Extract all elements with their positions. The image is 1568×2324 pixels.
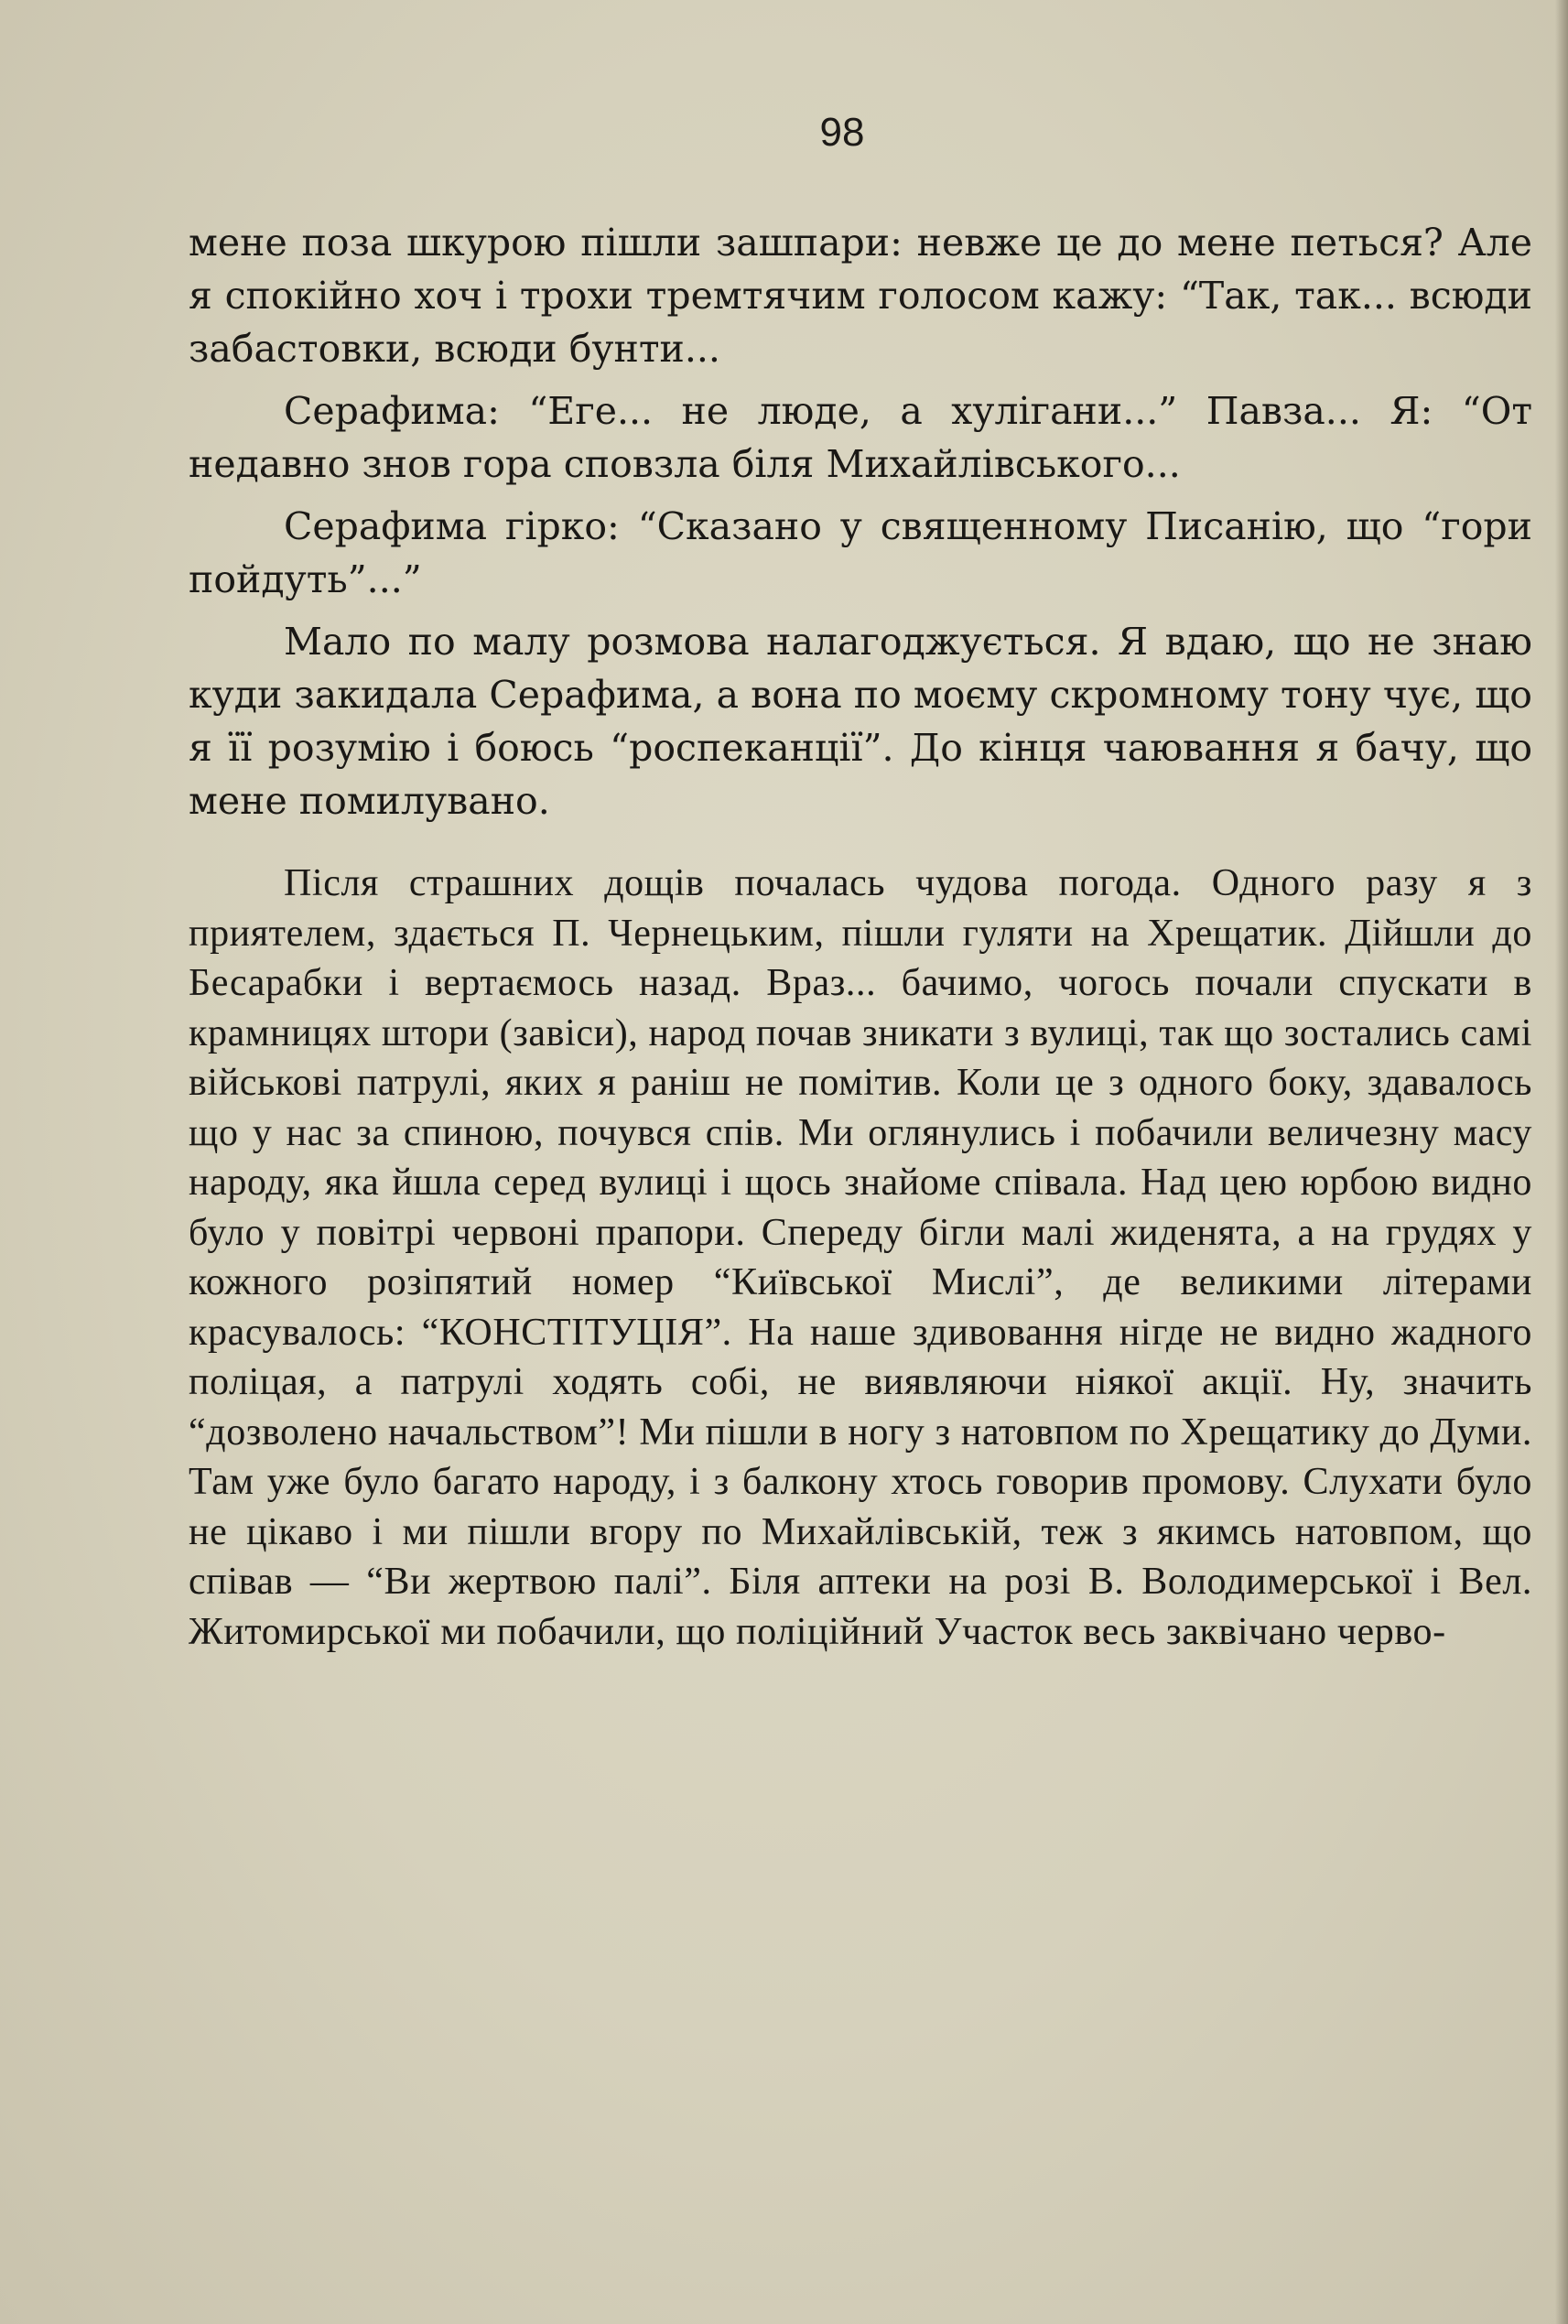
page-number: 98 [819, 110, 865, 155]
paragraph-2: Серафима: “Еге... не люде, а хулігани...” Павза... Я: “От недавно знов гора сповзла біля Михайлівського... [189, 389, 1532, 486]
paragraph-4: Мало по малу розмова налагоджується. Я вдаю, що не знаю куди закидала Серафима, а вона по моєму скромному тону чує, що я її розумію і боюсь “роспеканції”. До кінця чаювання я бачу, що мене помилувано. [189, 620, 1532, 823]
paragraph-1: мене поза шкурою пішли зашпари: невже це до мене петься? Але я спокійно хоч і трохи тремтячим голосом кажу: “Так, так... всюди забастовки, всюди бунти... [189, 221, 1532, 371]
paragraph-5: Після страшних дощів почалась чудова погода. Одного разу я з приятелем, здається П. Чернецьким, пішли гуляти на Хрещатик. Дійшли до Бесарабки і вертаємось назад. Враз... бачимо, чогось почали спускати в крамницях штори (завіси), народ почав зникати з вулиці, так що зостались самі військові патрулі, яких я раніш не помітив. Коли це з одного боку, здавалось що у нас за спиною, почувся спів. Ми оглянулись і побачили величезну масу народу, яка йшла серед вулиці і щось знайоме співала. Над цею юрбою видно було у повітрі червоні прапори. Спереду бігли малі жиденята, а на грудях у кожного розіпятий номер “Київської Мислі”, де великими літерами красувалось: “КОНСТІТУЦІЯ”. На наше здивовання нігде не видно жадного поліцая, а патрулі ходять собі, не виявляючи ніякої акції. Ну, значить “дозволено начальством”! Ми пішли в ногу з натовпом по Хрещатику до Думи. Там уже було багато народу, і з балкону хтось говорив промову. Слухати було не цікаво і ми пішли вгору по Михайлівській, теж з якимсь натовпом, що співав — “Ви жертвою палі”. Біля аптеки на розі В. Володимерської і Вел. Житомирської ми побачили, що поліційний Участок весь заквічано черво- [189, 862, 1532, 1653]
page-edge-shadow [1555, 0, 1568, 2324]
paragraph-3: Серафима гірко: “Сказано у священному Писанію, що “гори пойдуть”...” [189, 504, 1532, 601]
body-text [189, 216, 1532, 1666]
